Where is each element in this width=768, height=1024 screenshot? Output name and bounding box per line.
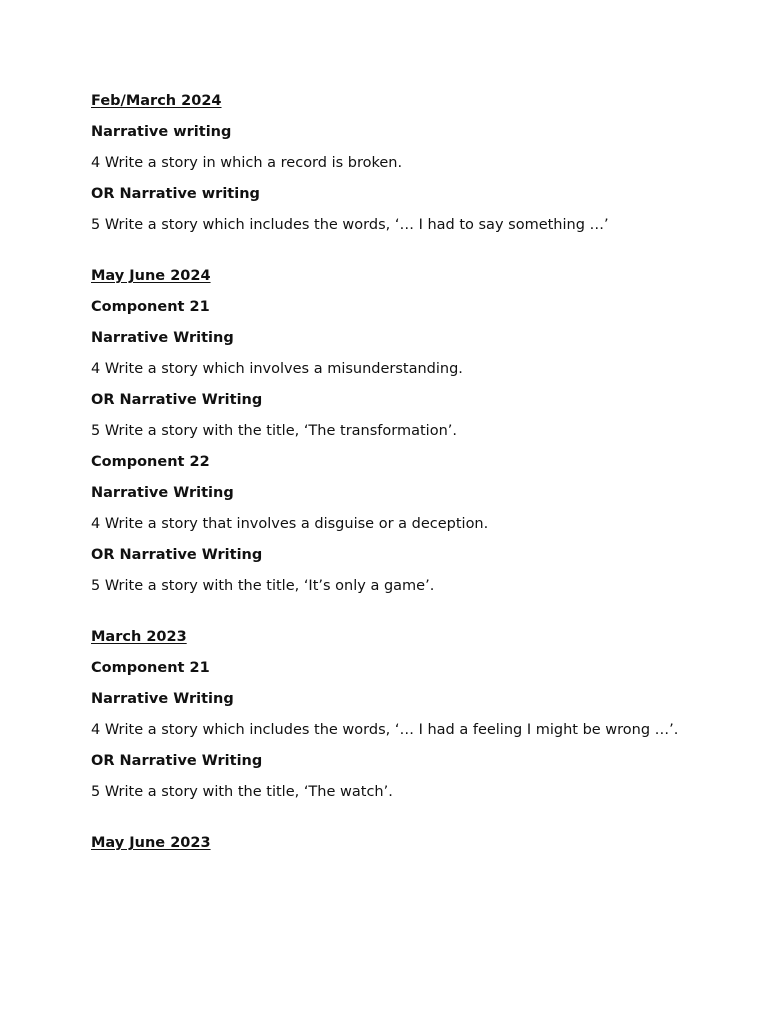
- subheading: Narrative Writing: [91, 691, 234, 707]
- question-text: 4 Write a story in which a record is broken.: [91, 155, 403, 171]
- section-heading: May June 2023: [91, 835, 211, 851]
- subheading: OR Narrative Writing: [91, 392, 263, 408]
- document-page: [91, 92, 691, 865]
- question-text: 4 Write a story which involves a misunderstanding.: [91, 361, 463, 377]
- component-label: Component 21: [91, 660, 210, 676]
- subheading: Narrative writing: [91, 124, 232, 140]
- section-heading: Feb/March 2024: [91, 93, 222, 109]
- subheading: Narrative Writing: [91, 485, 234, 501]
- question-text: 5 Write a story with the title, ‘The watch’.: [91, 784, 393, 800]
- question-text: 4 Write a story that involves a disguise or a deception.: [91, 516, 489, 532]
- section-feb-march-2024: [91, 92, 691, 235]
- component-label: Component 21: [91, 299, 210, 315]
- subheading: Narrative Writing: [91, 330, 234, 346]
- section-march-2023: [91, 628, 691, 802]
- subheading: OR Narrative Writing: [91, 753, 263, 769]
- question-text: 5 Write a story which includes the words, ‘… I had to say something …’: [91, 217, 609, 233]
- section-heading: March 2023: [91, 629, 187, 645]
- component-label: Component 22: [91, 454, 210, 470]
- subheading: OR Narrative writing: [91, 186, 260, 202]
- question-text: 5 Write a story with the title, ‘The transformation’.: [91, 423, 457, 439]
- question-text: 5 Write a story with the title, ‘It’s only a game’.: [91, 578, 435, 594]
- section-may-june-2023: [91, 834, 691, 853]
- section-heading: May June 2024: [91, 268, 211, 284]
- question-text: 4 Write a story which includes the words, ‘… I had a feeling I might be wrong …’.: [91, 722, 679, 738]
- section-may-june-2024: [91, 267, 691, 596]
- subheading: OR Narrative Writing: [91, 547, 263, 563]
